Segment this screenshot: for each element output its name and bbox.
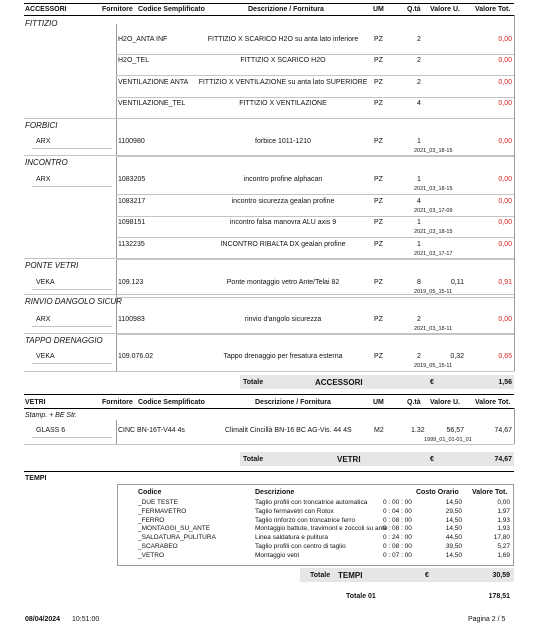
row-um: PZ (374, 353, 383, 360)
row-codice: 1100980 (118, 138, 145, 145)
tempi-row-codice: _SCARABEO (138, 543, 178, 550)
group-title: INCONTRO (25, 158, 68, 167)
tempi-row-tempo: 0 : 08 : 00 (383, 543, 412, 550)
row-descrizione: INCONTRO RIBALTA DX gealan profine (220, 241, 346, 248)
row-descrizione: FITTIZIO X SCARICO H2O (240, 57, 326, 64)
tempi-row-descrizione: Montaggio vetri (255, 551, 300, 559)
totale-vetri-bg (240, 452, 514, 466)
col-header-descrizione: Descrizione / Fornitura (248, 6, 324, 13)
row-qta: 4 (417, 198, 421, 205)
tempi-row-codice: _FERMAVETRO (138, 507, 187, 515)
tempi-row-costo: 39,50 (445, 543, 462, 550)
row-um: PZ (374, 241, 383, 248)
vetri-row-codice: CINC BN-16T-V44 4s (118, 427, 185, 434)
tempi-row-codice: _MONTAGGI_SU_ANTE (138, 525, 211, 533)
footer-date: 08/04/2024 (25, 616, 61, 623)
tempi-row-codice: _DUE TESTE (138, 499, 178, 506)
row-descrizione: FITTIZIO X VENTILAZIONE su anta lato SUPERIORE (198, 79, 368, 86)
tempi-row-descrizione: Taglio profili con centro di taglio (255, 543, 346, 550)
row-qta: 2 (417, 57, 421, 64)
group-title: FORBICI (25, 121, 58, 130)
section-title-tempi: TEMPI (25, 475, 47, 482)
totale-tempi-label: Totale (310, 572, 331, 579)
row-qta: 2 (417, 36, 421, 43)
row-fornitore: ARX (36, 138, 51, 145)
vetri-header-top-rule (24, 394, 514, 395)
row-descrizione: incontro profine alphacan (243, 176, 323, 183)
row-valore-tot: 0,00 (498, 176, 512, 183)
vetri-row-qta: 1.32 (411, 427, 425, 434)
section-title-vetri: VETRI (25, 399, 46, 406)
tempi-row-costo: 14,50 (445, 551, 462, 559)
vetri-row-data: 1999_01_01-01_01 (424, 437, 472, 443)
row-valore-tot: 0,91 (498, 279, 512, 286)
totale-accessori-currency: € (430, 379, 434, 386)
tempi-row-valore: 1,93 (497, 525, 510, 533)
row-data: 2021_03_18-15 (414, 186, 453, 192)
tempi-row-costo: 14,50 (445, 499, 462, 506)
row-valore-tot: 0,00 (498, 138, 512, 145)
vetri-row-fornitore: GLASS 6 (36, 427, 66, 434)
row-valore-tot: 0,00 (498, 241, 512, 248)
row-um: PZ (374, 79, 383, 86)
row-valore-tot: 0,00 (498, 219, 512, 226)
vetri-row-descrizione: Climalit Cincillà BN-16 BC AG-Vis. 44 4S (225, 427, 352, 434)
row-separator (116, 194, 514, 195)
totale-01-label: Totale 01 (346, 593, 376, 600)
tempi-row-valore: 1,69 (497, 551, 510, 559)
tempi-col-header-costo: Costo Orario (416, 489, 459, 496)
tempi-row-descrizione: Taglio rinforzo con troncatrice ferro (255, 516, 356, 524)
col-divider-right (514, 15, 515, 371)
vetri-fornitore-underline (32, 437, 112, 438)
totale-01-value: 178,51 (488, 593, 510, 600)
row-separator (116, 334, 514, 335)
tempi-col-header-valore: Valore Tot. (472, 489, 508, 496)
row-descrizione: incontro falsa manovra ALU axis 9 (229, 219, 337, 226)
col-header-valore-tot: Valore Tot. (475, 6, 511, 13)
col-header-fornitore: Fornitore (102, 6, 133, 13)
tempi-row-tempo: 0 : 24 : 00 (383, 534, 412, 542)
row-qta: 1 (417, 241, 421, 248)
row-um: PZ (374, 198, 383, 205)
vetri-col-header-codice: Codice Semplificato (138, 399, 205, 406)
tempi-row-tempo: 0 : 04 : 00 (383, 507, 412, 515)
row-descrizione: FITTIZIO X VENTILAZIONE (239, 100, 327, 107)
row-fornitore: VEKA (36, 279, 55, 286)
header-top-rule (24, 3, 514, 4)
vetri-row-um: M2 (374, 427, 384, 434)
col-header-um: UM (373, 6, 384, 13)
row-data: 2021_03_17-17 (414, 251, 453, 257)
row-data: 2021_03_18-11 (414, 326, 453, 332)
vetri-col-header-qta: Q.tà (407, 399, 421, 406)
row-descrizione: forbice 1011-1210 (255, 138, 311, 145)
vetri-col-header-fornitore: Fornitore (102, 399, 133, 406)
tempi-top-rule (24, 471, 514, 472)
footer-time: 10:51:00 (72, 616, 100, 623)
group-separator (24, 118, 514, 119)
row-qta: 1 (417, 138, 421, 145)
vetri-col-header-valore-u: Valore U. (430, 399, 460, 406)
vetri-col-header-um: UM (373, 399, 384, 406)
totale-tempi-currency: € (425, 572, 429, 579)
row-descrizione: FITTIZIO X SCARICO H2O su anta lato inferiore (207, 36, 359, 43)
tempi-row-tempo: 0 : 08 : 00 (383, 516, 412, 524)
row-separator (116, 237, 514, 238)
section-title-accessori: ACCESSORI (25, 6, 67, 13)
col-header-codice: Codice Semplificato (138, 6, 205, 13)
row-separator (116, 216, 514, 217)
tempi-row-descrizione: Taglio fermavetri con Rotox (255, 507, 334, 515)
tempi-row-descrizione: Taglio profili con troncatrice automatica (255, 499, 368, 506)
totale-vetri-label: Totale (243, 456, 264, 463)
row-um: PZ (374, 138, 383, 145)
group-separator (24, 294, 514, 295)
tempi-row-tempo: 0 : 00 : 00 (383, 499, 412, 506)
tempi-col-header-descrizione: Descrizione (255, 489, 295, 496)
tempi-row-tempo: 0 : 07 : 00 (383, 551, 412, 559)
row-codice: 1083205 (118, 176, 146, 183)
tempi-row-valore: 1,93 (497, 516, 510, 524)
row-fornitore: ARX (36, 176, 51, 183)
row-separator (116, 54, 514, 55)
tempi-row-valore: 1,97 (497, 507, 510, 515)
totale-vetri-name: VETRI (337, 455, 361, 464)
row-qta: 4 (417, 100, 421, 107)
row-codice: VENTILAZIONE ANTA (118, 79, 189, 86)
row-um: PZ (374, 57, 383, 64)
tempi-row-codice: _SALDATURA_PULITURA (138, 534, 216, 542)
row-valore-u: 0,11 (450, 279, 464, 286)
vetri-row-separator (24, 444, 514, 445)
row-valore-tot: 0,00 (498, 316, 512, 323)
group-title: RINVIO DANGOLO SICUR (25, 297, 122, 306)
row-codice: H2O_ANTA INF (118, 36, 168, 43)
tempi-col-header-codice: Codice (138, 489, 162, 496)
totale-accessori-name: ACCESSORI (315, 378, 363, 387)
row-qta: 2 (417, 79, 421, 86)
totale-vetri-currency: € (430, 456, 434, 463)
vetri-col-divider-right (514, 408, 515, 444)
row-separator (116, 156, 514, 157)
tempi-row-costo: 14,50 (445, 516, 462, 524)
row-um: PZ (374, 279, 383, 286)
row-valore-tot: 0,65 (498, 353, 512, 360)
totale-accessori-value: 1,56 (498, 379, 512, 386)
vetri-header-bottom-rule (24, 408, 514, 409)
row-qta: 2 (417, 353, 421, 360)
group-separator (24, 333, 514, 334)
col-header-valore-u: Valore U. (430, 6, 460, 13)
row-data: 2021_03_18-15 (414, 229, 453, 235)
tempi-row-codice: _FERRO (138, 516, 165, 524)
row-separator (116, 297, 514, 298)
vetri-col-divider (116, 420, 117, 444)
row-valore-u: 0,32 (450, 353, 464, 360)
tempi-row-costo: 29,50 (445, 507, 462, 515)
fornitore-underline (32, 289, 112, 290)
row-qta: 8 (417, 279, 421, 286)
row-fornitore: ARX (36, 316, 51, 323)
fornitore-underline (32, 363, 112, 364)
totale-vetri-value: 74,67 (494, 456, 512, 463)
col-header-qta: Q.tà (407, 6, 421, 13)
totale-tempi-value: 30,59 (492, 572, 510, 579)
tempi-row-descrizione: Montaggio battute, travimont e zoccoli su ante (255, 525, 388, 533)
fornitore-underline (32, 148, 112, 149)
vetri-col-header-descrizione: Descrizione / Fornitura (255, 399, 331, 406)
row-data: 2021_03_18-15 (414, 148, 453, 154)
group-separator (24, 258, 514, 259)
group-separator (24, 155, 514, 156)
tempi-row-costo: 14,50 (445, 525, 462, 533)
fornitore-underline (32, 186, 112, 187)
tempi-row-valore: 0,00 (497, 499, 510, 506)
row-qta: 2 (417, 316, 421, 323)
footer-page: Pagina 2 / 5 (468, 616, 506, 623)
vetri-col-header-valore-tot: Valore Tot. (475, 399, 511, 406)
row-codice: 1100983 (118, 316, 145, 323)
group-title: PONTE VETRI (25, 261, 79, 270)
tempi-row-valore: 17,80 (493, 534, 510, 542)
tempi-row-valore: 5,27 (497, 543, 510, 550)
tempi-row-descrizione: Linea saldatura e pulitura (255, 534, 328, 542)
row-separator (116, 97, 514, 98)
vetri-row-valore-tot: 74,67 (494, 427, 512, 434)
row-valore-tot: 0,00 (498, 36, 512, 43)
row-codice: H2O_TEL (118, 57, 150, 64)
tempi-row-tempo: 0 : 08 : 00 (383, 525, 412, 533)
row-data: 2019_05_15-11 (414, 363, 453, 369)
row-valore-tot: 0,00 (498, 79, 512, 86)
tempi-row-codice: _VETRO (138, 551, 165, 559)
header-bottom-rule (24, 15, 514, 16)
row-valore-tot: 0,00 (498, 198, 512, 205)
row-data: 2021_03_17-09 (414, 208, 453, 214)
row-um: PZ (374, 100, 383, 107)
row-valore-tot: 0,00 (498, 57, 512, 64)
row-separator (116, 75, 514, 76)
row-descrizione: Tappo drenaggio per fresatura esterna (223, 353, 343, 360)
row-fornitore: VEKA (36, 353, 55, 360)
row-codice: 109.076.02 (118, 353, 154, 360)
row-valore-tot: 0,00 (498, 100, 512, 107)
row-codice: 1098151 (118, 219, 146, 226)
row-um: PZ (374, 316, 383, 323)
group-title: TAPPO DRENAGGIO (25, 336, 103, 345)
row-um: PZ (374, 176, 383, 183)
row-codice: 1083217 (118, 198, 146, 205)
row-descrizione: incontro sicurezza gealan profine (231, 198, 335, 205)
row-separator (116, 259, 514, 260)
row-data: 2019_05_15-11 (414, 289, 453, 295)
fornitore-underline (32, 326, 112, 327)
row-descrizione: Ponte montaggio vetro Ante/Telai 82 (226, 279, 340, 286)
totale-accessori-label: Totale (243, 379, 264, 386)
row-um: PZ (374, 36, 383, 43)
row-qta: 1 (417, 176, 421, 183)
group-title: FITTIZIO (25, 19, 58, 28)
row-codice: VENTILAZIONE_TEL (118, 100, 186, 107)
vetri-group-title: Stamp. + BE Str. (25, 412, 78, 419)
row-descrizione: rinvio d'angolo sicurezza (244, 316, 322, 323)
tempi-row-costo: 44,50 (445, 534, 462, 542)
row-codice: 109.123 (118, 279, 144, 286)
col-divider-codice (116, 24, 117, 371)
row-codice: 1132235 (118, 241, 145, 248)
row-um: PZ (374, 219, 383, 226)
totale-accessori-bg (240, 375, 514, 389)
totale-accessori-rule (24, 371, 514, 372)
row-qta: 1 (417, 219, 421, 226)
vetri-row-valore-u: 56,57 (446, 427, 464, 434)
totale-tempi-name: TEMPI (338, 571, 363, 580)
